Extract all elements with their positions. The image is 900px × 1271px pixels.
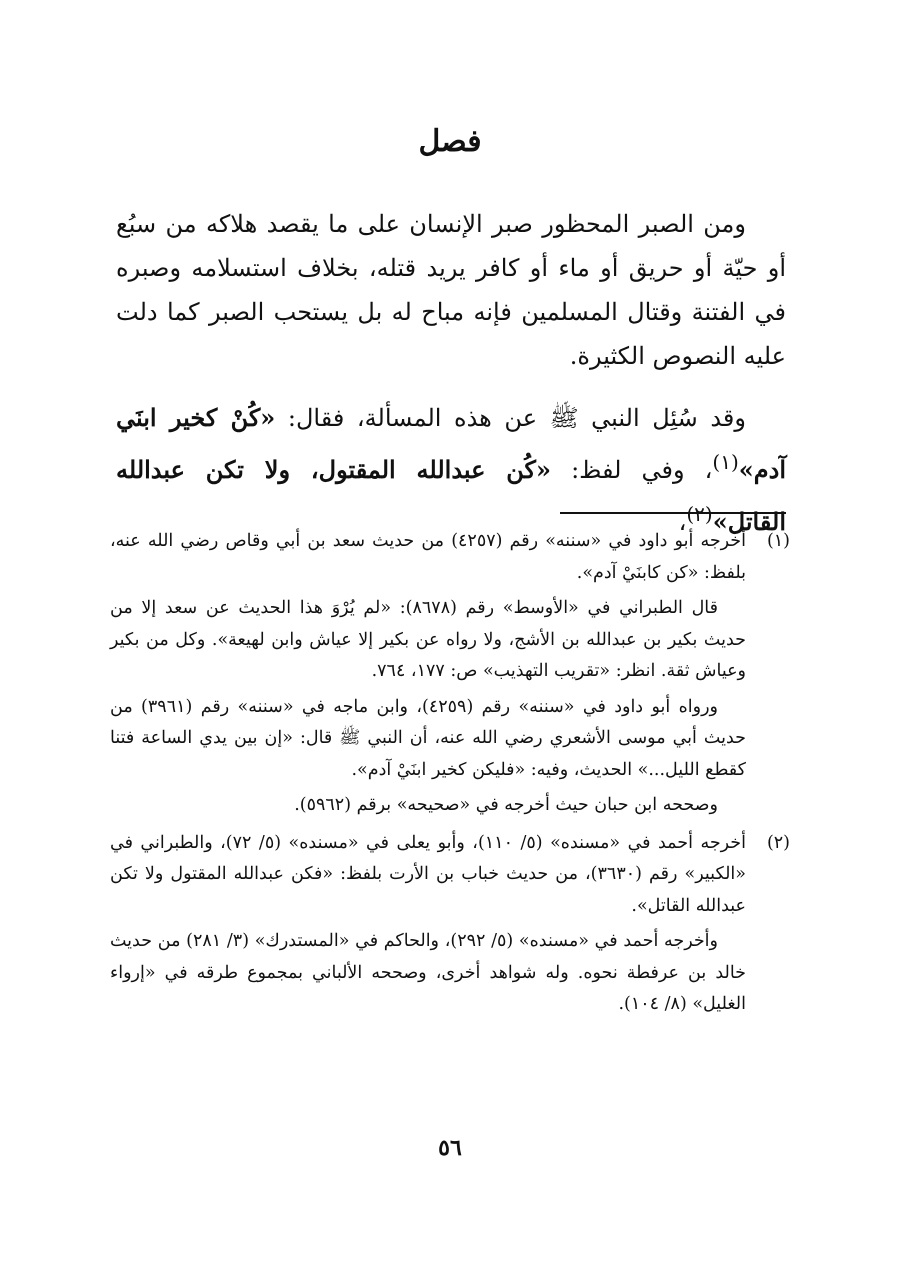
footnote-paragraph: أخرجه أبو داود في «سننه» رقم (٤٢٥٧) من حديث سعد بن أبي وقاص رضي الله عنه، بلفظ: «كن كابنَيْ آدم». bbox=[110, 531, 746, 583]
hadith-quote-2: «كُن عبدالله المقتول، ولا تكن عبدالله القاتل» bbox=[116, 455, 786, 536]
footnote-paragraph: وأخرجه أحمد في «مسنده» (٥/ ٢٩٢)، والحاكم في «المستدرك» (٣/ ٢٨١) من حديث خالد بن عرفطة نحوه. وله شواهد أخرى، وصححه الألباني بمجموع طرقه في «إرواء الغليل» (٨/ ١٠٤). bbox=[110, 931, 746, 1014]
footnote-paragraph: ورواه أبو داود في «سننه» رقم (٤٢٥٩)، وابن ماجه في «سننه» رقم (٣٩٦١) من حديث أبي موسى الأشعري رضي الله عنه، أن النبي ﷺ قال: «إن بين يدي الساعة فتنا كقطع الليل...» الحديث، وفيه: «فليكن كخير ابنَيْ آدم». bbox=[110, 696, 746, 780]
footnote-divider bbox=[560, 512, 786, 514]
footnote-ref-1: (١) bbox=[712, 450, 739, 474]
main-text bbox=[116, 202, 786, 544]
footnotes bbox=[110, 526, 790, 1027]
paragraph-2-end: ، bbox=[678, 508, 687, 536]
paragraph-2-intro: وقد سُئِل النبي ﷺ عن هذه المسألة، فقال: bbox=[275, 404, 746, 432]
footnote-paragraph: أخرجه أحمد في «مسنده» (٥/ ١١٠)، وأبو يعلى في «مسنده» (٥/ ٧٢)، والطبراني في «الكبير» رقم (٣٦٣٠)، من حديث خباب بن الأرت بلفظ: «فكن عبدالله المقتول ولا تكن عبدالله القاتل». bbox=[110, 832, 747, 916]
page-number: ٥٦ bbox=[438, 1135, 462, 1161]
hadith-quote-1: «كُنْ كخير ابنَي آدم» bbox=[116, 403, 786, 484]
footnote-1 bbox=[110, 526, 790, 822]
paragraph-2-middle: ، وفي لفظ: bbox=[550, 456, 713, 484]
section-heading: فصل bbox=[418, 124, 482, 159]
body-paragraph-2 bbox=[116, 396, 786, 544]
footnote-number: (٢) bbox=[766, 832, 790, 853]
footnote-ref-2: (٢) bbox=[686, 502, 713, 526]
body-paragraph-1: ومن الصبر المحظور صبر الإنسان على ما يقصد هلاكه من سبُع أو حيّة أو حريق أو ماء أو كافر يريد قتله، بخلاف استسلامه وصبره في الفتنة وقتال المسلمين فإنه مباح له بل يستحب الصبر كما دلت عليه النصوص الكثيرة. bbox=[116, 210, 786, 370]
footnote-paragraph: وصححه ابن حبان حيث أخرجه في «صحيحه» برقم (٥٩٦٢). bbox=[294, 795, 718, 815]
footnote-2 bbox=[110, 828, 790, 1021]
footnote-paragraph: قال الطبراني في «الأوسط» رقم (٨٦٧٨): «لم يُرْوَ هذا الحديث عن سعد إلا من حديث بكير بن عبدالله بن الأشج، ولا رواه عن بكير إلا عياش وابن لهيعة». وكل من بكير وعياش ثقة. انظر: «تقريب التهذيب» ص: ١٧٧، ٧٦٤. bbox=[110, 598, 746, 681]
footnote-number: (١) bbox=[766, 531, 790, 551]
